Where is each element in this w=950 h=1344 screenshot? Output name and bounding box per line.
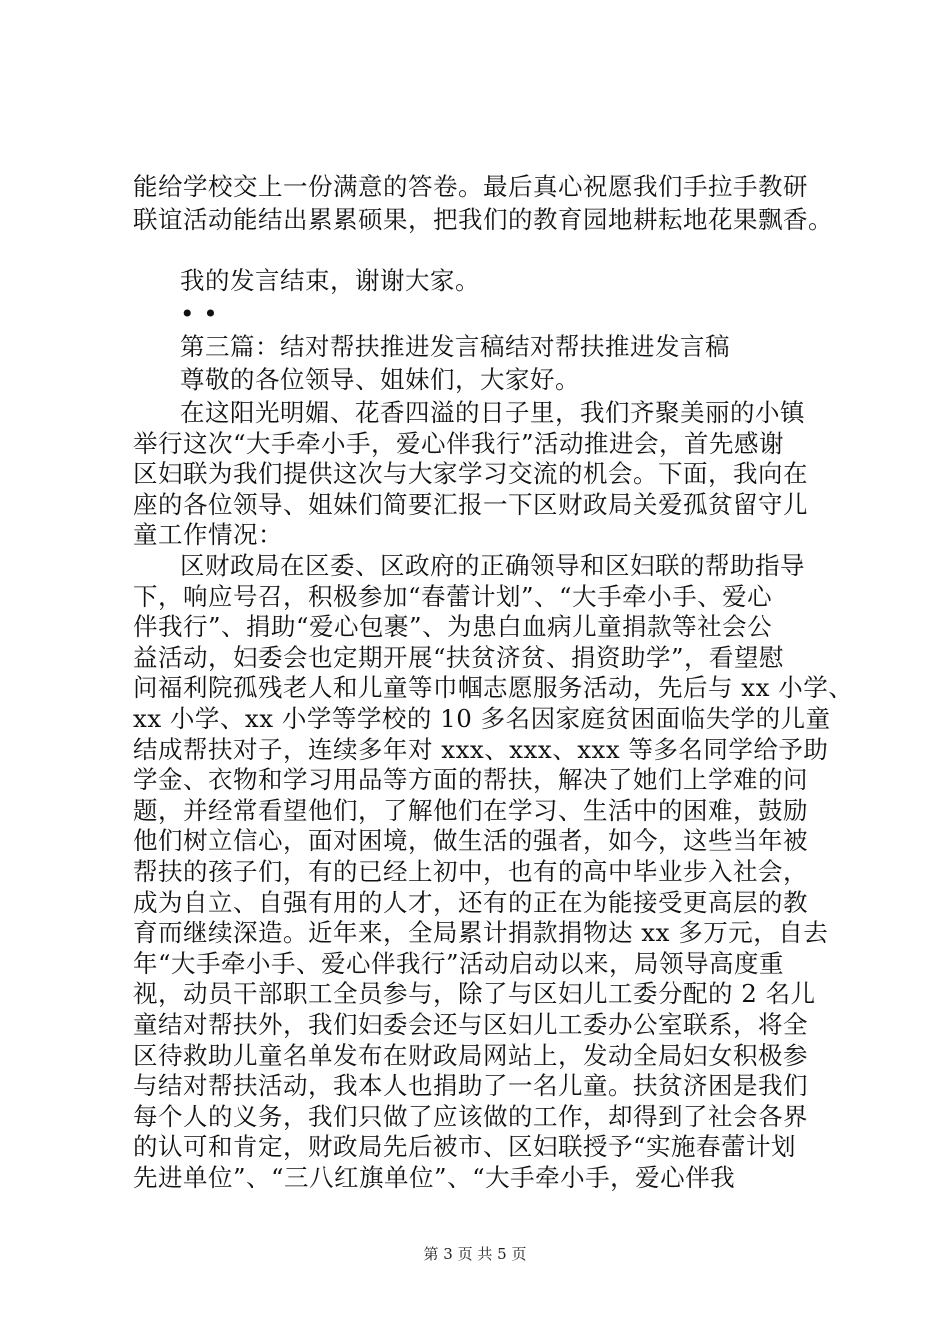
salutation: 尊敬的各位领导、姐妹们，大家好。 bbox=[180, 365, 580, 394]
text-line: 视，动员干部职工全员参与，除了与区妇儿工委分配的 2 名儿 bbox=[133, 979, 816, 1009]
text-line: 学金、衣物和学习用品等方面的帮扶，解决了她们上学难的问 bbox=[133, 765, 808, 795]
text-line: 区妇联为我们提供这次与大家学习交流的机会。下面，我向在 bbox=[133, 459, 808, 489]
text-line: 座的各位领导、姐妹们简要汇报一下区财政局关爱孤贫留守儿 bbox=[133, 489, 808, 519]
text-line: 联谊活动能结出累累硕果，把我们的教育园地耕耘地花果飘香。 bbox=[133, 205, 833, 234]
text-line: 题，并经常看望他们，了解他们在学习、生活中的困难，鼓励 bbox=[133, 795, 808, 825]
text-line: 问福利院孤残老人和儿童等巾帼志愿服务活动，先后与 xx 小学、 bbox=[133, 673, 854, 703]
text-line: 下，响应号召，积极参加“春蕾计划”、“大手牵小手、爱心 bbox=[133, 581, 773, 611]
text-line: 区待救助儿童名单发布在财政局网站上，发动全局妇女积极参 bbox=[133, 1040, 808, 1070]
text-line: 与结对帮扶活动，我本人也捐助了一名儿童。扶贫济困是我们 bbox=[133, 1071, 808, 1101]
text-line: 伴我行”、捐助“爱心包裹”、为患白血病儿童捐款等社会公 bbox=[133, 612, 773, 642]
text-line: 的认可和肯定，财政局先后被市、区妇联授予“实施春蕾计划 bbox=[133, 1132, 797, 1162]
text-line: 先进单位”、“三八红旗单位”、“大手牵小手，爱心伴我 bbox=[133, 1163, 736, 1192]
text-line: • • bbox=[180, 299, 219, 328]
text-line: 举行这次“大手牵小手，爱心伴我行”活动推进会，首先感谢 bbox=[133, 428, 785, 458]
text-line: xx 小学、xx 小学等学校的 10 多名因家庭贫困面临失学的儿童 bbox=[133, 704, 831, 733]
section-heading: 第三篇：结对帮扶推进发言稿结对帮扶推进发言稿 bbox=[180, 332, 730, 361]
text-line: 童工作情况： bbox=[133, 520, 283, 550]
text-line: 区财政局在区委、区政府的正确领导和区妇联的帮助指导 bbox=[180, 551, 805, 580]
text-line: 年“大手牵小手、爱心伴我行”活动启动以来，局领导高度重 bbox=[133, 948, 785, 978]
text-line: 能给学校交上一份满意的答卷。最后真心祝愿我们手拉手教研 bbox=[133, 172, 808, 201]
text-line: 每个人的义务，我们只做了应该做的工作，却得到了社会各界 bbox=[133, 1101, 808, 1131]
text-line: 在这阳光明媚、花香四溢的日子里，我们齐聚美丽的小镇 bbox=[180, 398, 805, 427]
text-line: 他们树立信心，面对困境，做生活的强者，如今，这些当年被 bbox=[133, 826, 808, 856]
text-line: 结成帮扶对子，连续多年对 xxx、xxx、xxx 等多名同学给予助 bbox=[133, 734, 829, 764]
text-line: 成为自立、自强有用的人才，还有的正在为能接受更高层的教 bbox=[133, 887, 808, 917]
text-line: 童结对帮扶外，我们妇委会还与区妇儿工委办公室联系，将全 bbox=[133, 1010, 808, 1039]
text-line: 我的发言结束，谢谢大家。 bbox=[180, 266, 480, 295]
text-line: 帮扶的孩子们，有的已经上初中，也有的高中毕业步入社会， bbox=[133, 857, 808, 886]
text-line: 益活动，妇委会也定期开展“扶贫济贫、捐资助学”，看望慰 bbox=[133, 642, 785, 672]
page-footer: 第 3 页 共 5 页 bbox=[423, 1245, 527, 1263]
text-line: 育而继续深造。近年来，全局累计捐款捐物达 xx 多万元，自去 bbox=[133, 918, 829, 948]
